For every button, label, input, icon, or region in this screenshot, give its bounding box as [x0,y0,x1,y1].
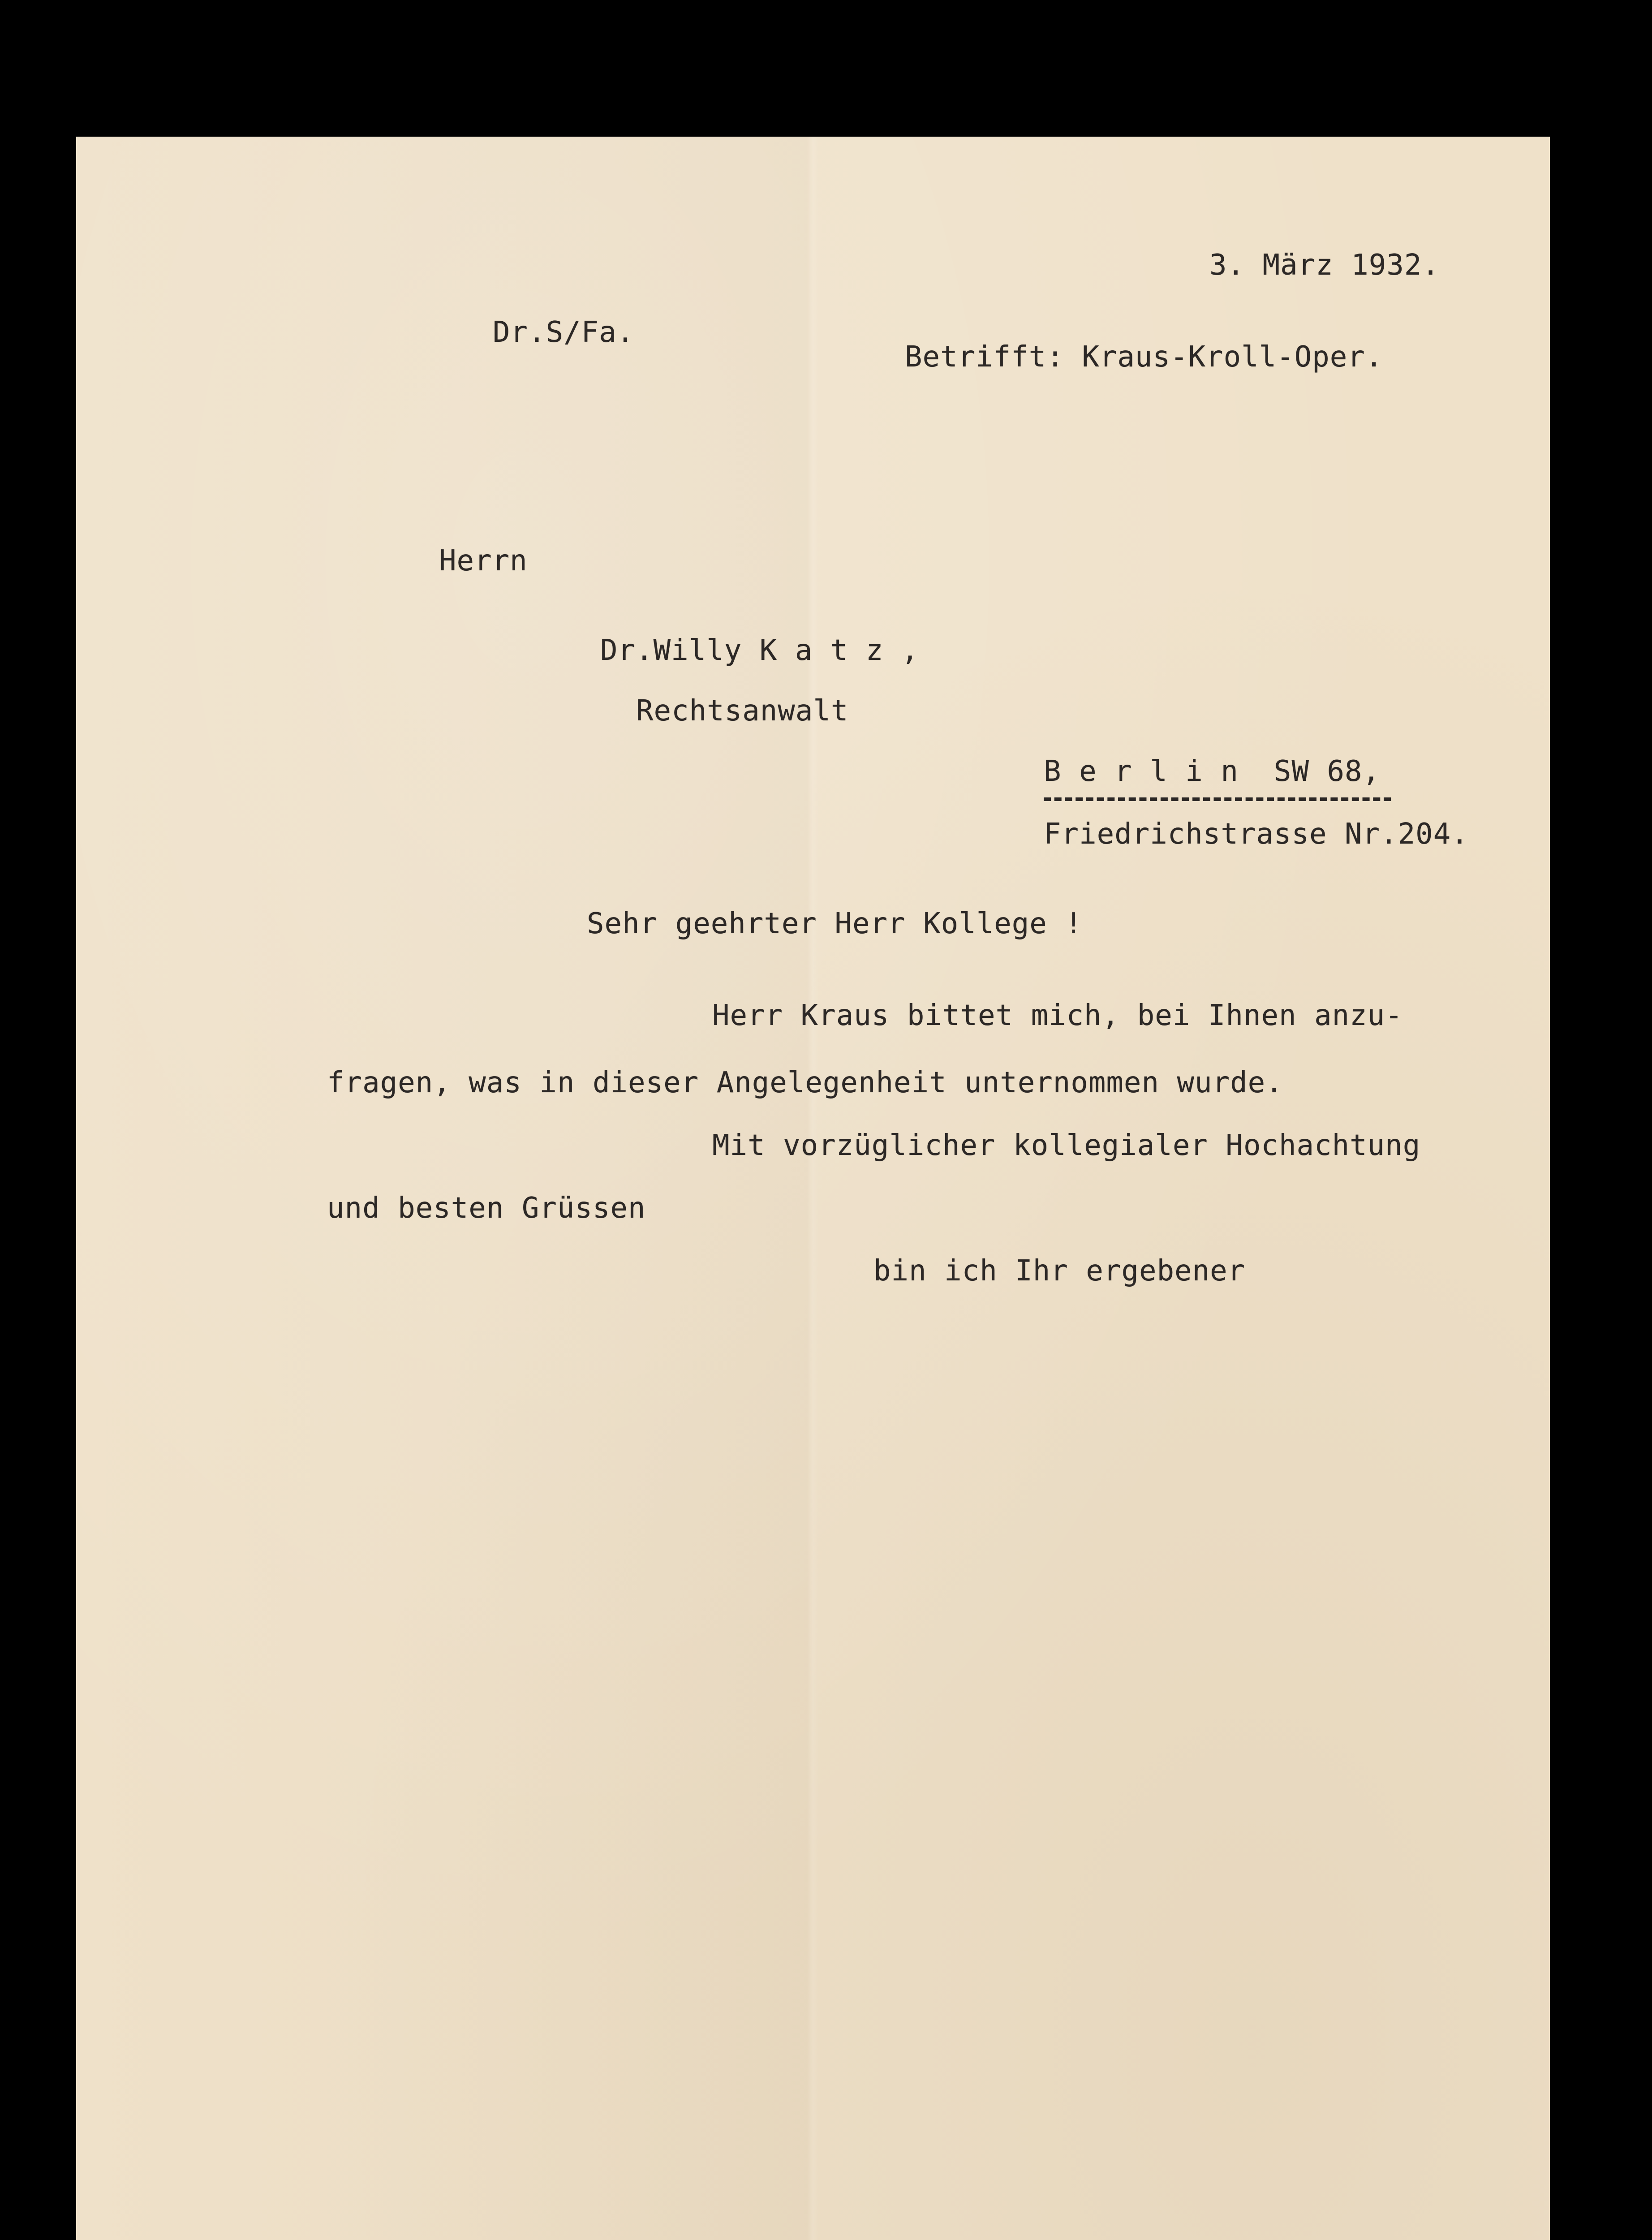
letter-subject: Betrifft: Kraus-Kroll-Oper. [905,340,1383,374]
addressee-salutation: Herrn [439,544,528,577]
closing-line-3: bin ich Ihr ergebener [873,1254,1246,1288]
closing-line-1: Mit vorzüglicher kollegialer Hochachtung [712,1129,1421,1162]
body-line-2: fragen, was in dieser Angelegenheit unternommen wurde. [327,1066,1283,1099]
letter-greeting: Sehr geehrter Herr Kollege ! [587,907,1083,940]
closing-line-2: und besten Grüssen [327,1192,646,1225]
letter-sheet [76,137,1550,2240]
recipient-title: Rechtsanwalt [636,694,849,728]
body-line-1: Herr Kraus bittet mich, bei Ihnen anzu- [712,999,1403,1032]
recipient-city: B e r l i n SW 68, [1044,755,1381,788]
city-underline [1044,797,1391,801]
letter-date: 3. März 1932. [1209,249,1440,282]
letter-reference: Dr.S/Fa. [493,316,635,349]
recipient-street: Friedrichstrasse Nr.204. [1044,818,1469,851]
recipient-name: Dr.Willy K a t z , [600,634,919,667]
